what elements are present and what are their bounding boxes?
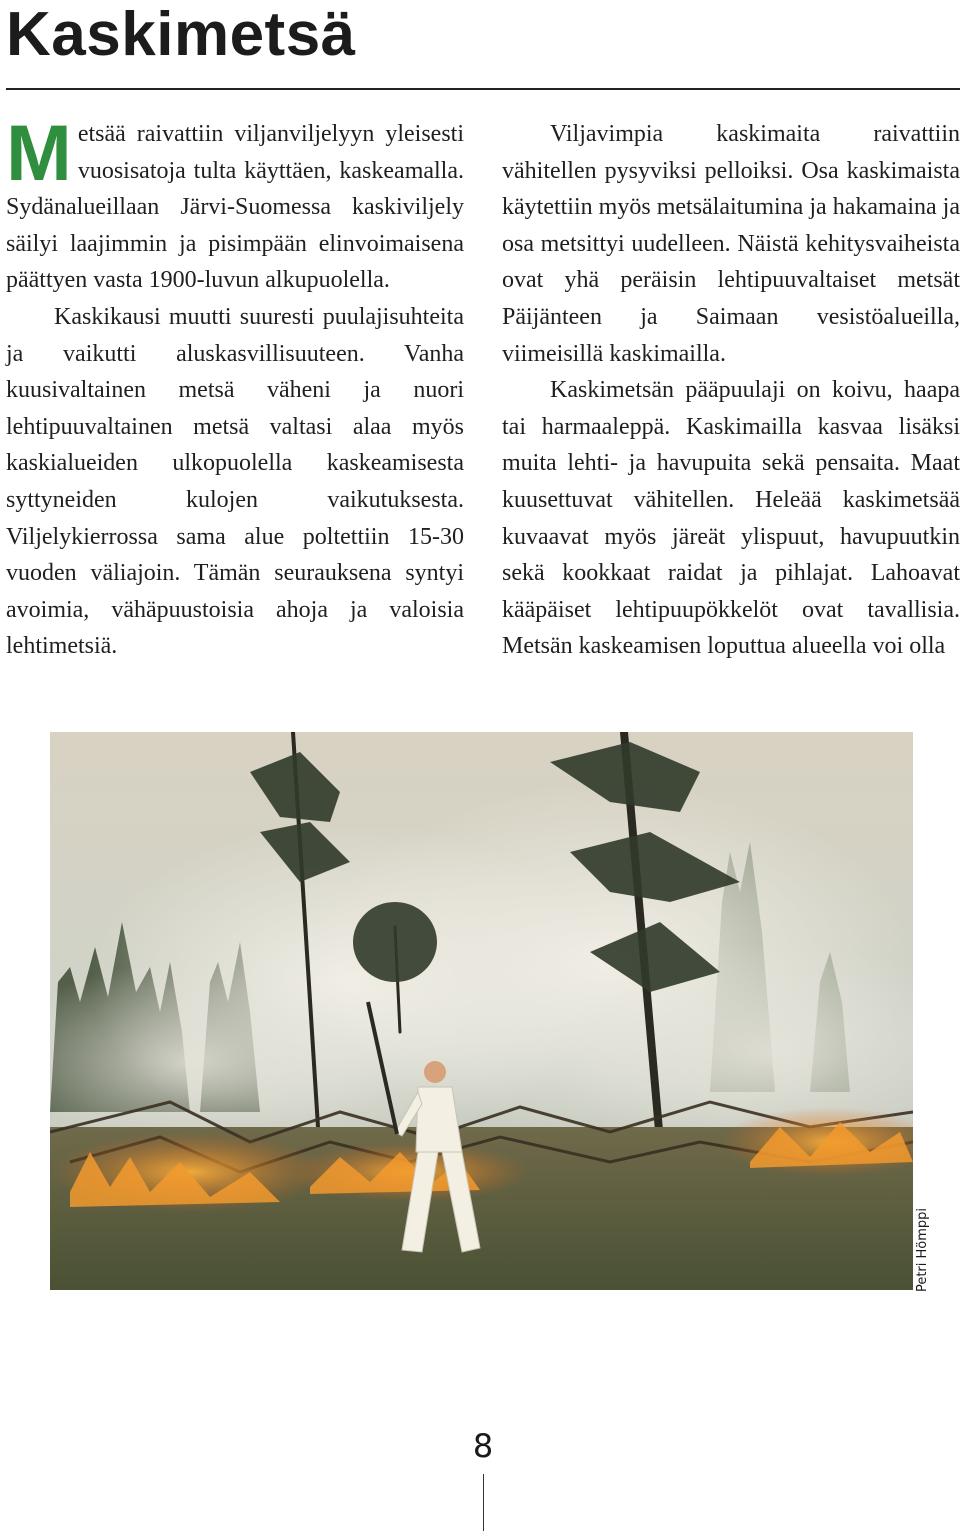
photo-credit-text: Petri Hömppi <box>915 1207 930 1293</box>
photo-credit <box>914 1208 932 1292</box>
title-rule <box>6 88 960 90</box>
left-column <box>6 108 464 665</box>
paragraph-1 <box>6 108 464 299</box>
paragraph-1-text: etsää raivattiin viljanviljelyyn yleisesti vuosisatoja tulta käyttäen, kaskeamalla. Sydänalueillaan Järvi-Suomessa kaskiviljely säilyi laajimmin ja pisimpään elinvoimaisena päättyen vasta 1900-luvun alkupuolella. <box>6 121 464 294</box>
drop-cap: M <box>6 108 72 197</box>
paragraph-2: Kaskikausi muutti suuresti puulajisuhteita ja vaikutti aluskasvillisuuteen. Vanha kuusivaltainen metsä väheni ja nuori lehtipuuvaltainen metsä valtasi alaa myös kaskialueiden ulkopuolella kaskeamisesta syttyneiden kulojen vaikutuksesta. Viljelykierrossa sama alue poltettiin 15-30 vuoden väliajoin. Tämän seurauksena syntyi avoimia, vähäpuustoisia ahoja ja valoisia lehtimetsiä. <box>6 303 464 660</box>
right-column <box>502 116 960 665</box>
paragraph-3: Viljavimpia kaskimaita raivattiin vähitellen pysyviksi pelloiksi. Osa kaskimaista käytettiin myös metsälaitumina ja hakamaina ja osa metsittyi uudelleen. Näistä kehitysvaiheista ovat yhä peräisin lehtipuuvaltaiset metsät Päijänteen ja Saimaan vesistöalueilla, viimeisillä kaskimailla. <box>502 121 960 367</box>
page-number-rule <box>483 1474 484 1531</box>
paragraph-4: Kaskimetsän pääpuulaji on koivu, haapa tai harmaaleppä. Kaskimailla kasvaa lisäksi muita lehti- ja havupuita sekä pensaita. Maat kuusettuvat vähitellen. Heleää kaskimetsää kuvaavat myös järeät ylispuut, havupuutkin sekä kookkaat raidat ja pihlajat. Lahoavat kääpäiset lehtipuupökkelöt ovat tavallisia. Metsän kaskeamisen loputtua alueella voi olla <box>502 377 960 660</box>
slash-and-burn-photo <box>50 732 913 1290</box>
page-title: Kaskimetsä <box>6 0 356 69</box>
page-number: 8 <box>472 1427 494 1465</box>
